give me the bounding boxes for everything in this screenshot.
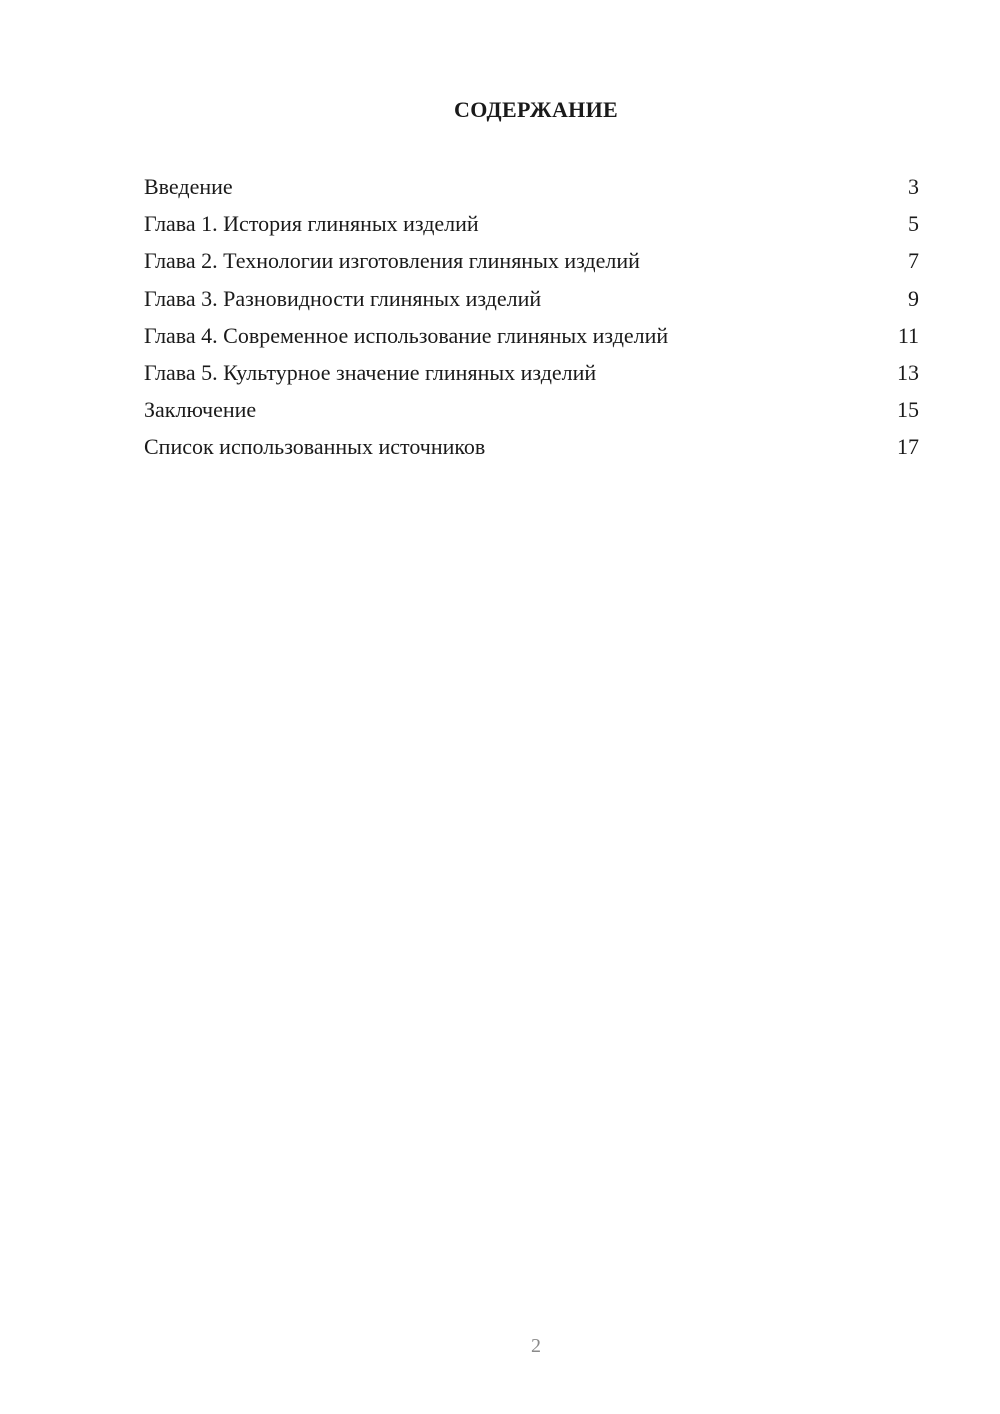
toc-entry-chapter-4 [144, 317, 919, 354]
toc-entry-label: Глава 4. Современное использование глиняных изделий [144, 322, 669, 348]
toc-entry-page: 15 [897, 397, 919, 423]
toc-entry-page: 5 [908, 211, 919, 237]
toc-entry-page: 13 [897, 359, 919, 385]
toc-entry-label: Глава 2. Технологии изготовления глиняных изделий [144, 248, 640, 274]
toc-entry-references [144, 428, 919, 465]
toc-entry-page: 3 [908, 174, 919, 199]
toc-entry-page: 7 [908, 248, 919, 274]
toc-entry-page: 17 [897, 434, 919, 460]
toc-entry-page: 11 [897, 322, 919, 348]
toc-entry-introduction [144, 168, 919, 205]
toc-entry-chapter-2 [144, 242, 919, 279]
toc-entry-label: Список использованных источников [144, 434, 486, 460]
toc-entry-chapter-1 [144, 205, 919, 242]
toc-entry-label: Заключение [144, 397, 257, 423]
page-title: СОДЕРЖАНИЕ [454, 97, 618, 122]
toc-entry-chapter-3 [144, 280, 919, 317]
toc-entry-label: Глава 3. Разновидности глиняных изделий [144, 285, 542, 311]
toc-entry-chapter-5 [144, 354, 919, 391]
toc-entry-page: 9 [908, 285, 919, 311]
toc-entry-conclusion [144, 391, 919, 428]
table-of-contents [144, 168, 919, 466]
toc-entry-label: Глава 1. История глиняных изделий [144, 211, 479, 237]
toc-entry-label: Глава 5. Культурное значение глиняных изделий [144, 359, 597, 385]
toc-entry-label: Введение [144, 174, 233, 199]
page-number: 2 [531, 1335, 541, 1357]
